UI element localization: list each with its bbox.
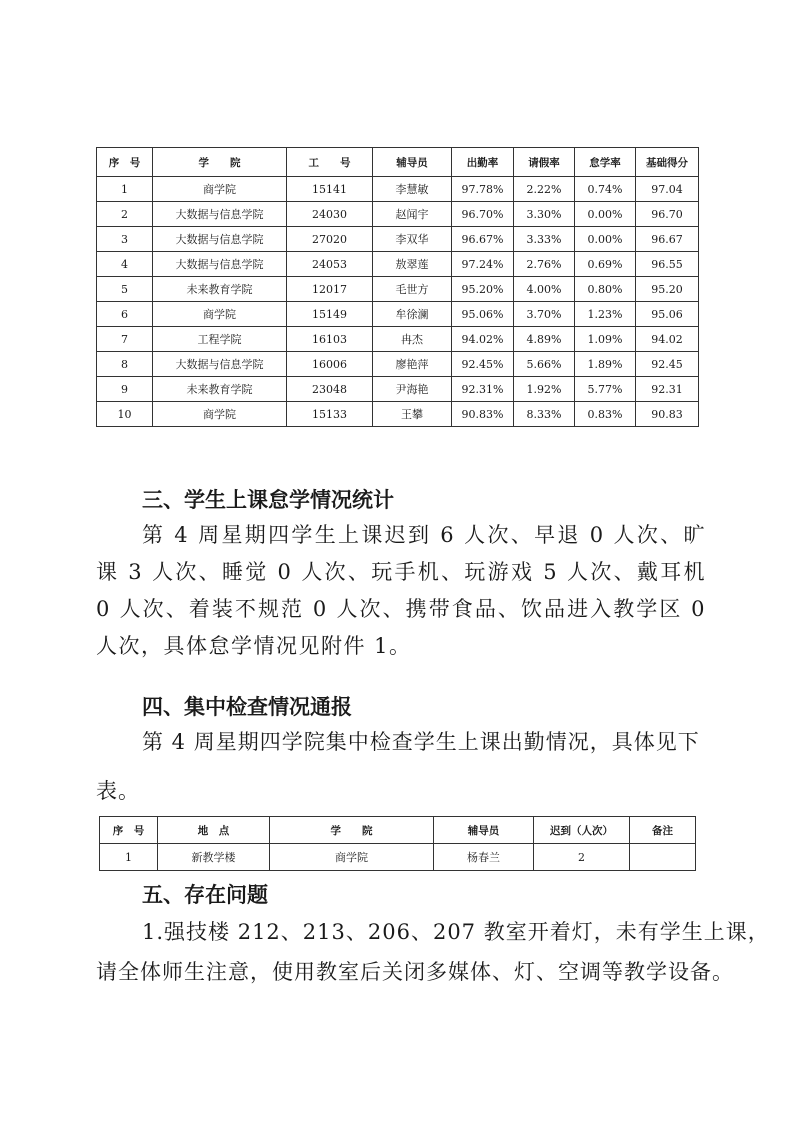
table-row	[97, 252, 699, 277]
table-cell: 0.74%	[575, 177, 636, 202]
table-cell: 16103	[287, 327, 373, 352]
tutor-attendance-table	[96, 147, 699, 427]
column-header: 学 院	[270, 817, 434, 844]
table-cell: 0.83%	[575, 402, 636, 427]
table-cell: 5.66%	[514, 352, 575, 377]
table-header-row	[100, 817, 696, 844]
table-cell: 96.70	[636, 202, 699, 227]
table-cell: 92.31%	[452, 377, 514, 402]
table-cell: 尹海艳	[373, 377, 452, 402]
table-cell: 96.70%	[452, 202, 514, 227]
table-cell: 90.83	[636, 402, 699, 427]
column-header: 地 点	[158, 817, 270, 844]
column-header: 基础得分	[636, 148, 699, 177]
table-cell: 15133	[287, 402, 373, 427]
table-cell: 4	[97, 252, 153, 277]
table-row	[97, 277, 699, 302]
table-cell: 24030	[287, 202, 373, 227]
table-cell: 97.78%	[452, 177, 514, 202]
table-cell: 0.00%	[575, 202, 636, 227]
inspection-table	[99, 816, 696, 871]
column-header: 怠学率	[575, 148, 636, 177]
column-header: 备注	[630, 817, 696, 844]
table-cell: 3.33%	[514, 227, 575, 252]
table-cell: 1.89%	[575, 352, 636, 377]
table-cell: 王攀	[373, 402, 452, 427]
table-cell: 3.70%	[514, 302, 575, 327]
column-header: 工 号	[287, 148, 373, 177]
table-cell: 冉杰	[373, 327, 452, 352]
table-cell: 3	[97, 227, 153, 252]
section-5-heading: 五、存在问题	[142, 883, 268, 907]
table-row	[97, 227, 699, 252]
table-row	[97, 377, 699, 402]
table-cell: 敖翠莲	[373, 252, 452, 277]
table-cell: 96.67	[636, 227, 699, 252]
table-cell: 92.31	[636, 377, 699, 402]
table-cell: 大数据与信息学院	[153, 227, 287, 252]
table-cell: 90.83%	[452, 402, 514, 427]
section-4-body-line-2: 表。	[96, 779, 140, 803]
column-header: 请假率	[514, 148, 575, 177]
table-cell: 杨春兰	[434, 844, 534, 871]
table-cell: 15141	[287, 177, 373, 202]
table-cell: 2	[534, 844, 630, 871]
section-5-body-line-1: 1.强技楼 212、213、206、207 教室开着灯，未有学生上课，	[142, 920, 770, 944]
table-cell: 15149	[287, 302, 373, 327]
table-cell: 未来教育学院	[153, 277, 287, 302]
table-cell: 97.24%	[452, 252, 514, 277]
table-cell: 廖艳萍	[373, 352, 452, 377]
table-cell: 大数据与信息学院	[153, 252, 287, 277]
table-cell: 96.67%	[452, 227, 514, 252]
table-cell: 新教学楼	[158, 844, 270, 871]
section-5-body-line-2: 请全体师生注意，使用教室后关闭多媒体、灯、空调等教学设备。	[96, 960, 734, 984]
table-cell: 5.77%	[575, 377, 636, 402]
table-row	[97, 352, 699, 377]
table-cell: 工程学院	[153, 327, 287, 352]
section-3-body: 第 4 周星期四学生上课迟到 6 人次、早退 0 人次、旷课 3 人次、睡觉 0 人次、玩手机、玩游戏 5 人次、戴耳机 0 人次、着装不规范 0 人次、携带食品、饮品进入教学区 0 人次，具体怠学情况见附件 1。	[96, 523, 706, 658]
table-cell: 大数据与信息学院	[153, 202, 287, 227]
table-cell: 未来教育学院	[153, 377, 287, 402]
table-cell: 1.92%	[514, 377, 575, 402]
section-4-heading: 四、集中检查情况通报	[142, 695, 352, 719]
table-cell: 95.06	[636, 302, 699, 327]
table-cell: 10	[97, 402, 153, 427]
table-cell: 4.89%	[514, 327, 575, 352]
section-4-body-line-1: 第 4 周星期四学院集中检查学生上课出勤情况，具体见下	[142, 730, 700, 754]
table-cell: 8	[97, 352, 153, 377]
table-cell: 94.02	[636, 327, 699, 352]
table-cell: 23048	[287, 377, 373, 402]
column-header: 辅导员	[434, 817, 534, 844]
table-row	[97, 202, 699, 227]
table-cell: 商学院	[270, 844, 434, 871]
table-cell: 8.33%	[514, 402, 575, 427]
table-cell: 16006	[287, 352, 373, 377]
table-cell: 95.06%	[452, 302, 514, 327]
table-cell: 1.09%	[575, 327, 636, 352]
section-3-heading: 三、学生上课怠学情况统计	[142, 488, 394, 512]
table-cell	[630, 844, 696, 871]
table-header-row	[97, 148, 699, 177]
table-row	[97, 302, 699, 327]
column-header: 学 院	[153, 148, 287, 177]
column-header: 序 号	[97, 148, 153, 177]
column-header: 序 号	[100, 817, 158, 844]
table-cell: 大数据与信息学院	[153, 352, 287, 377]
table-cell: 0.00%	[575, 227, 636, 252]
table-cell: 7	[97, 327, 153, 352]
table-cell: 商学院	[153, 177, 287, 202]
table-row	[97, 402, 699, 427]
column-header: 出勤率	[452, 148, 514, 177]
table-cell: 商学院	[153, 302, 287, 327]
table-cell: 4.00%	[514, 277, 575, 302]
table-cell: 5	[97, 277, 153, 302]
table-row	[97, 177, 699, 202]
table-cell: 92.45%	[452, 352, 514, 377]
table-cell: 6	[97, 302, 153, 327]
table-cell: 毛世方	[373, 277, 452, 302]
table-cell: 95.20%	[452, 277, 514, 302]
table-cell: 李双华	[373, 227, 452, 252]
table-cell: 94.02%	[452, 327, 514, 352]
table-cell: 92.45	[636, 352, 699, 377]
table-cell: 0.80%	[575, 277, 636, 302]
table-row	[100, 844, 696, 871]
table-row	[97, 327, 699, 352]
table-cell: 0.69%	[575, 252, 636, 277]
table-cell: 96.55	[636, 252, 699, 277]
table-cell: 27020	[287, 227, 373, 252]
table-cell: 97.04	[636, 177, 699, 202]
table-cell: 9	[97, 377, 153, 402]
table-cell: 12017	[287, 277, 373, 302]
table-cell: 牟徐澜	[373, 302, 452, 327]
column-header: 迟到（人次）	[534, 817, 630, 844]
table-cell: 2.22%	[514, 177, 575, 202]
table-cell: 2	[97, 202, 153, 227]
table-cell: 3.30%	[514, 202, 575, 227]
table-cell: 95.20	[636, 277, 699, 302]
table-cell: 24053	[287, 252, 373, 277]
table-cell: 2.76%	[514, 252, 575, 277]
table-cell: 1.23%	[575, 302, 636, 327]
table-cell: 商学院	[153, 402, 287, 427]
column-header: 辅导员	[373, 148, 452, 177]
table-cell: 1	[97, 177, 153, 202]
table-cell: 李慧敏	[373, 177, 452, 202]
table-cell: 1	[100, 844, 158, 871]
table-cell: 赵闻宇	[373, 202, 452, 227]
